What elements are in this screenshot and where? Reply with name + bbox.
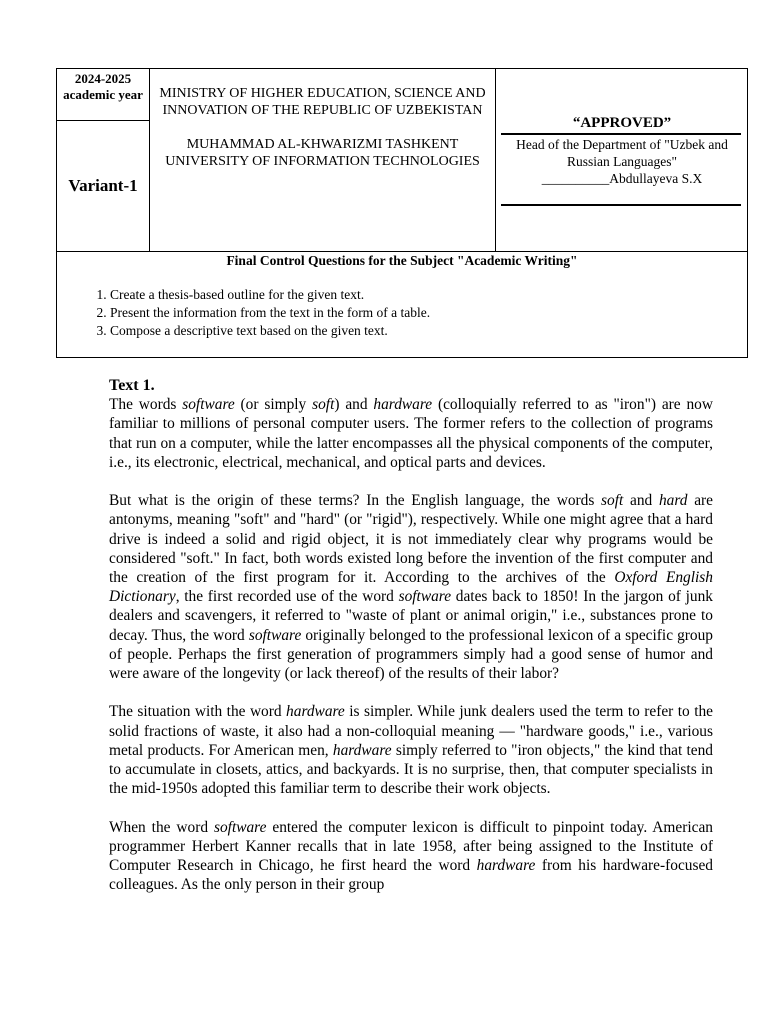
academic-year: 2024-2025 academic year [63,71,143,102]
signature-line: __________Abdullayeva S.X [541,171,703,186]
reading-text [109,376,713,894]
ministry-name: MINISTRY OF HIGHER EDUCATION, SCIENCE AND INNOVATION OF THE REPUBLIC OF UZBEKISTAN [159,86,486,118]
approved-by [496,136,748,187]
variant-label: Variant-1 [68,176,138,195]
department-head-line: Head of the Department of "Uzbek and Russian Languages" [516,137,728,169]
text-paragraph-4: When the word software entered the computer lexicon is difficult to pinpoint today. American programmer Herbert Kanner recalls that in late 1958, after being assigned to the Institute of Computer Research in Chicago, he first heard the word hardware from his hardware-focused colleagues. As the only person in their group [109,818,713,894]
institution-block [150,69,495,251]
task-item: 2. Present the information from the text in the form of a table. [110,304,430,322]
text-paragraph-1: The words software (or simply soft) and hardware (colloquially referred to as "iron") are now familiar to millions of personal computer users. The former refers to the collection of programs that run on a computer, while the latter encompasses all the physical components of the computer, i.e., its electronic, electrical, mechanical, and optical parts and devices. [109,396,713,471]
exam-title: Final Control Questions for the Subject "Academic Writing" [226,253,578,268]
text-paragraph-3: The situation with the word hardware is simpler. While junk dealers used the term to refer to the solid fractions of waste, it also had a non-colloquial meaning — "hardware goods," i.e., various metal products. For American men, hardware simply referred to "iron objects," the kind that tend to accumulate in closets, attics, and backyards. It is no surprise, then, that computer specialists in the mid-1950s adopted this familiar term to describe their work objects. [109,703,714,798]
text-heading: Text 1. [109,377,155,394]
header-table [56,68,748,358]
text-paragraph-2: But what is the origin of these terms? In the English language, the words soft and hard are antonyms, meaning "soft" and "hard" (or "rigid"), respectively. While one might agree that a hard drive is indeed a solid and rigid object, it is not immediately clear why programs would be considered "soft." In fact, both words existed long before the invention of the first computer and the creation of the first program for it. According to the archives of the Oxford English Dictionary, the first recorded use of the word software dates back to 1850! In the jargon of junk dealers and scavengers, it referred to "waste of plant or animal origin," i.e., substances prone to decay. Thus, the word software originally belonged to the professional lexicon of a specific group of people. Perhaps the first generation of programmers simply had a good sense of humor and were aware of the longevity (or lack thereof) of the results of their labor? [109,492,714,683]
task-list [87,286,430,340]
university-name: MUHAMMAD AL-KHWARIZMI TASHKENT UNIVERSITY OF INFORMATION TECHNOLOGIES [165,137,480,169]
approval-block [496,69,748,251]
task-item: 1. Create a thesis-based outline for the given text. [110,286,430,304]
task-item: 3. Compose a descriptive text based on the given text. [110,322,430,340]
approved-title: “APPROVED” [572,115,672,131]
